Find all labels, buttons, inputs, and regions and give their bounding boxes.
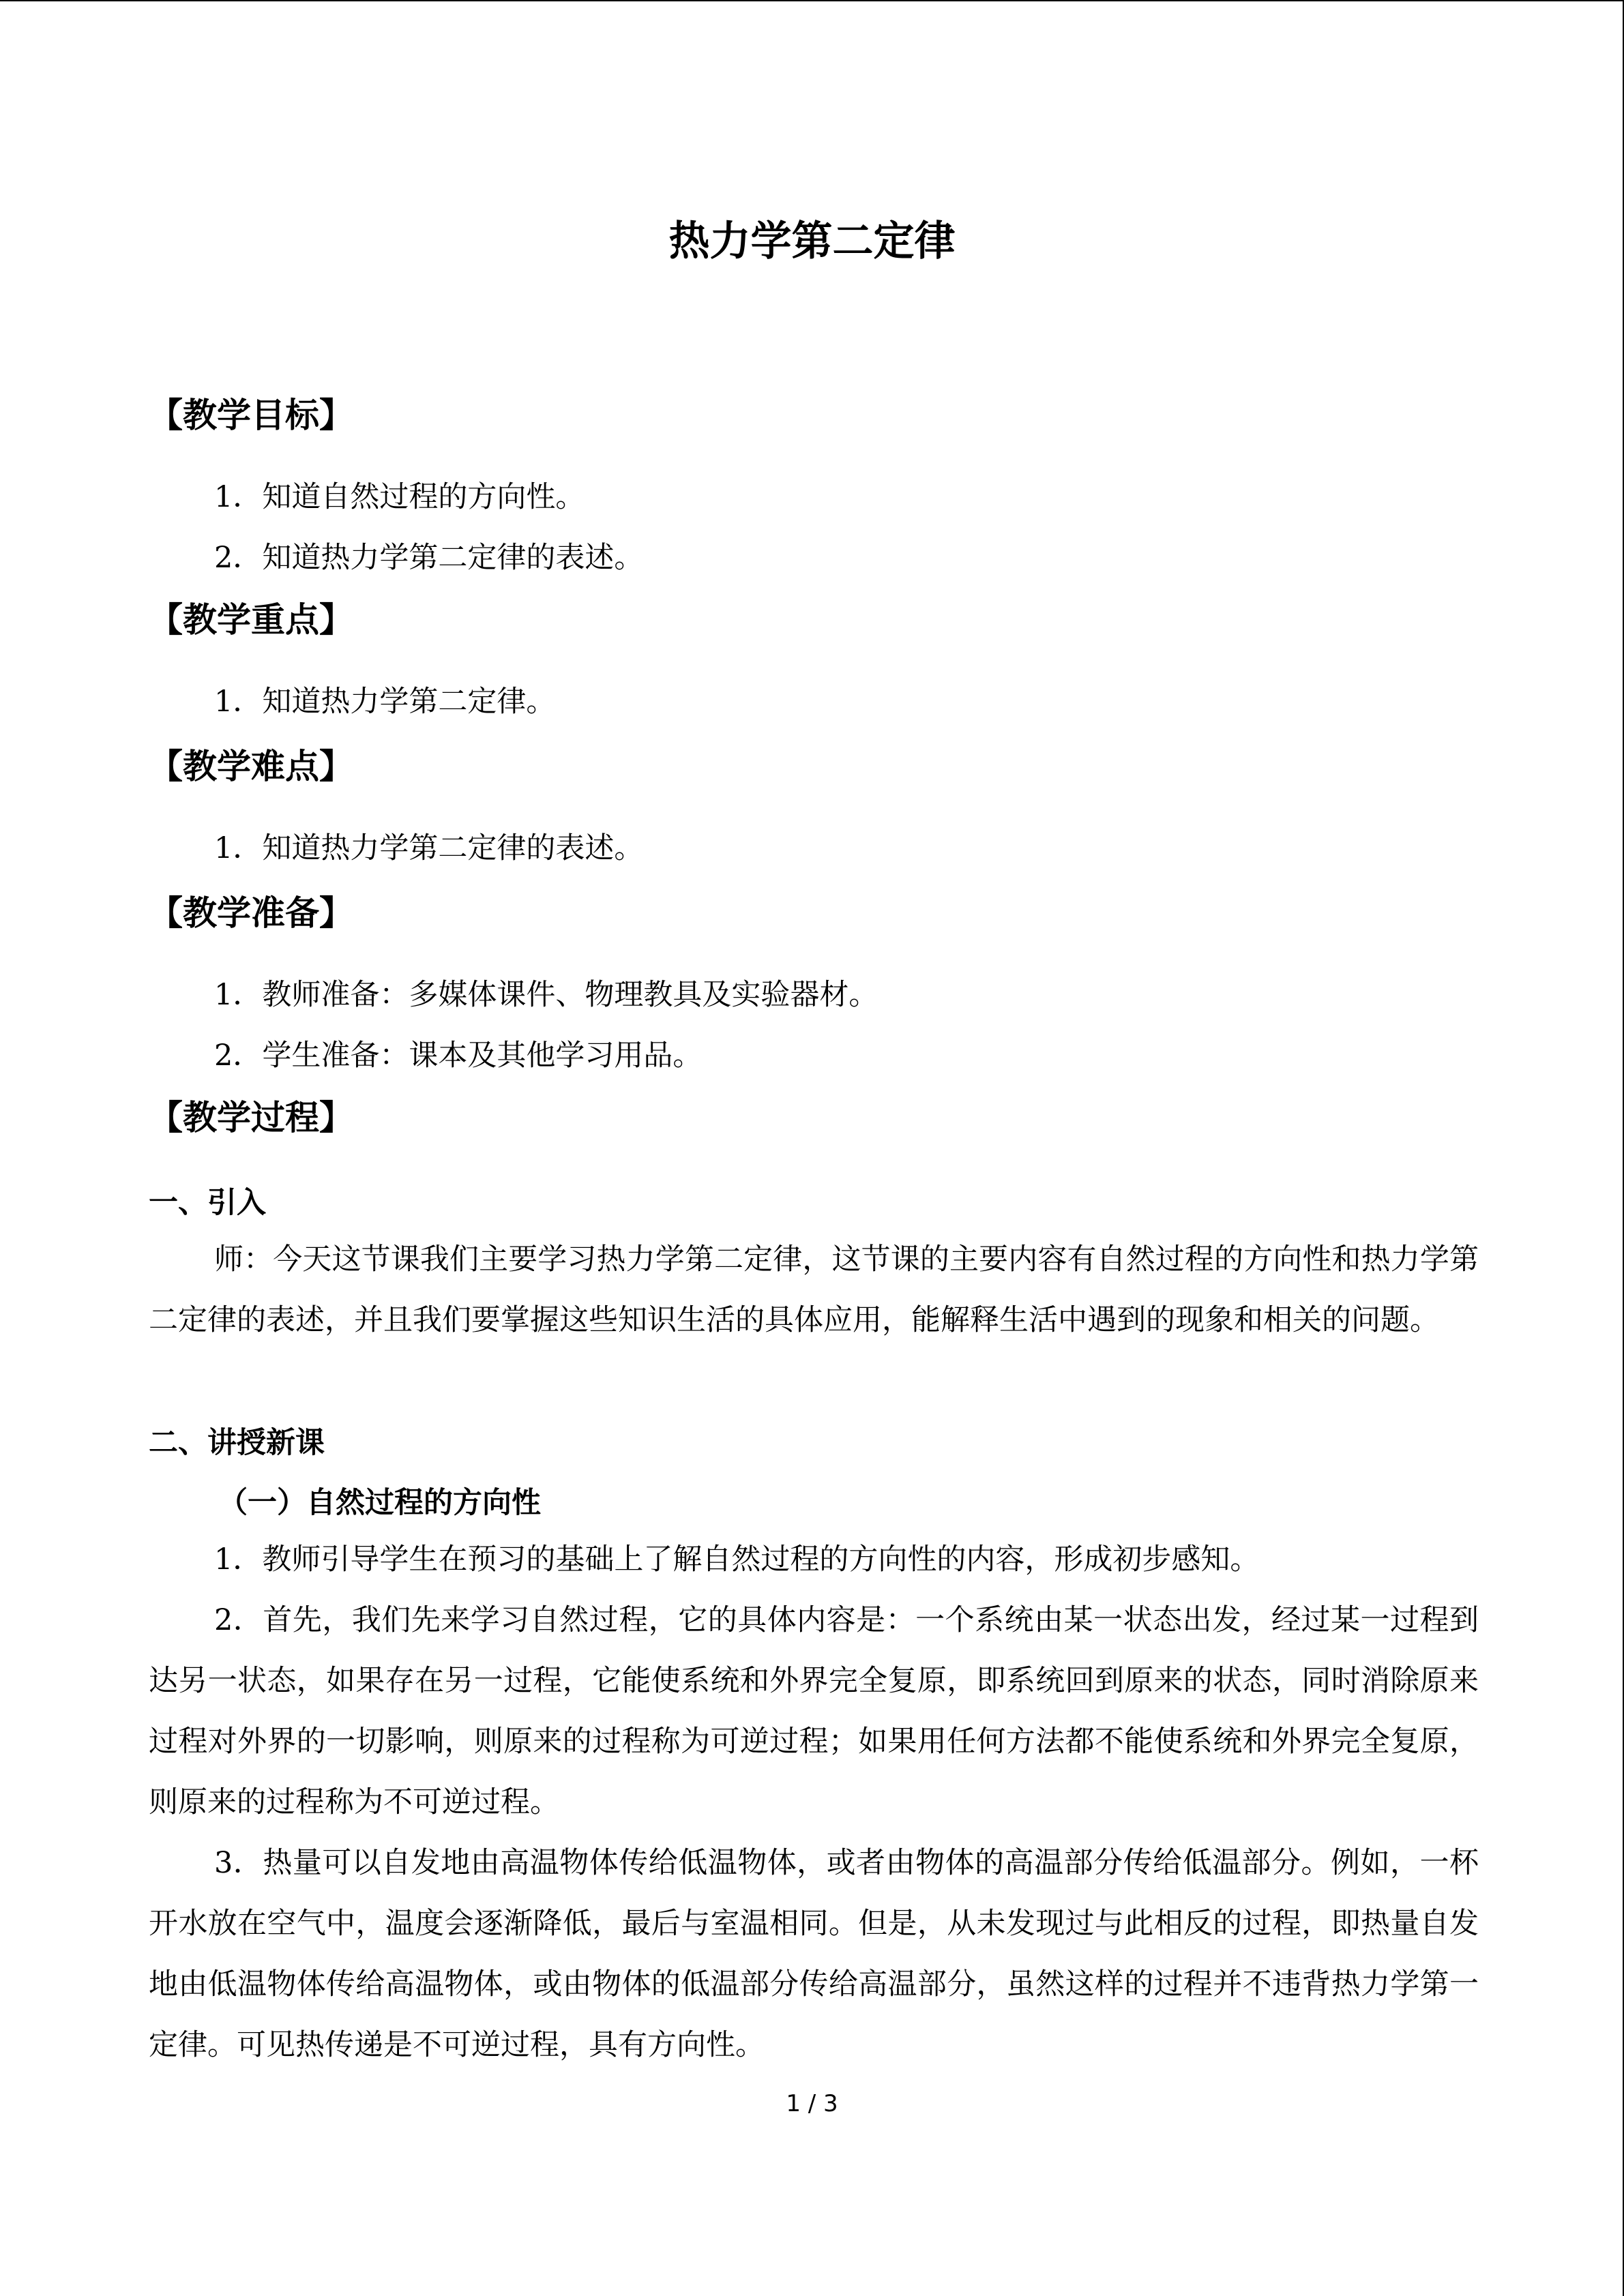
objective-item-2: 2．知道热力学第二定律的表述。 bbox=[214, 541, 644, 575]
key-point-item-1: 1．知道热力学第二定律。 bbox=[214, 685, 556, 719]
process-part2-subheading: （一）自然过程的方向性 bbox=[218, 1486, 541, 1520]
objective-item-1: 1．知道自然过程的方向性。 bbox=[214, 480, 585, 514]
section-heading-objectives: 【教学目标】 bbox=[149, 396, 353, 435]
process-part2-heading: 二、讲授新课 bbox=[149, 1426, 325, 1460]
preparation-item-2: 2．学生准备：课本及其他学习用品。 bbox=[214, 1039, 703, 1073]
process-part2-paragraph-1: 1．教师引导学生在预习的基础上了解自然过程的方向性的内容，形成初步感知。 bbox=[214, 1542, 1260, 1577]
process-part1-paragraph: 师：今天这节课我们主要学习热力学第二定律，这节课的主要内容有自然过程的方向性和热力学第二定律的表述，并且我们要掌握这些知识生活的具体应用，能解释生活中遇到的现象和相关的问题。 bbox=[149, 1242, 1479, 1337]
section-heading-key-points: 【教学重点】 bbox=[149, 600, 353, 640]
section-heading-difficulties: 【教学难点】 bbox=[149, 747, 353, 786]
page-title: 热力学第二定律 bbox=[668, 218, 956, 265]
process-part2-paragraph-3: 3．热量可以自发地由高温物体传给低温物体，或者由物体的高温部分传给低温部分。例如，一杯开水放在空气中，温度会逐渐降低，最后与室温相同。但是，从未发现过与此相反的过程，即热量自发地由低温物体传给高温物体，或由物体的低温部分传给高温部分，虽然这样的过程并不违背热力学第一定律。可见热传递是不可逆过程，具有方向性。 bbox=[149, 1846, 1479, 2062]
process-part1-heading: 一、引入 bbox=[149, 1186, 266, 1220]
section-heading-process: 【教学过程】 bbox=[149, 1098, 353, 1137]
page-number: 1 / 3 bbox=[786, 2090, 838, 2117]
difficulty-item-1: 1．知道热力学第二定律的表述。 bbox=[214, 831, 644, 865]
preparation-item-1: 1．教师准备：多媒体课件、物理教具及实验器材。 bbox=[214, 978, 879, 1012]
section-heading-preparation: 【教学准备】 bbox=[149, 893, 353, 933]
process-part2-paragraph-2: 2．首先，我们先来学习自然过程，它的具体内容是：一个系统由某一状态出发，经过某一过程到达另一状态，如果存在另一过程，它能使系统和外界完全复原，即系统回到原来的状态，同时消除原来过程对外界的一切影响，则原来的过程称为可逆过程；如果用任何方法都不能使系统和外界完全复原，则原来的过程称为不可逆过程。 bbox=[149, 1603, 1479, 1819]
